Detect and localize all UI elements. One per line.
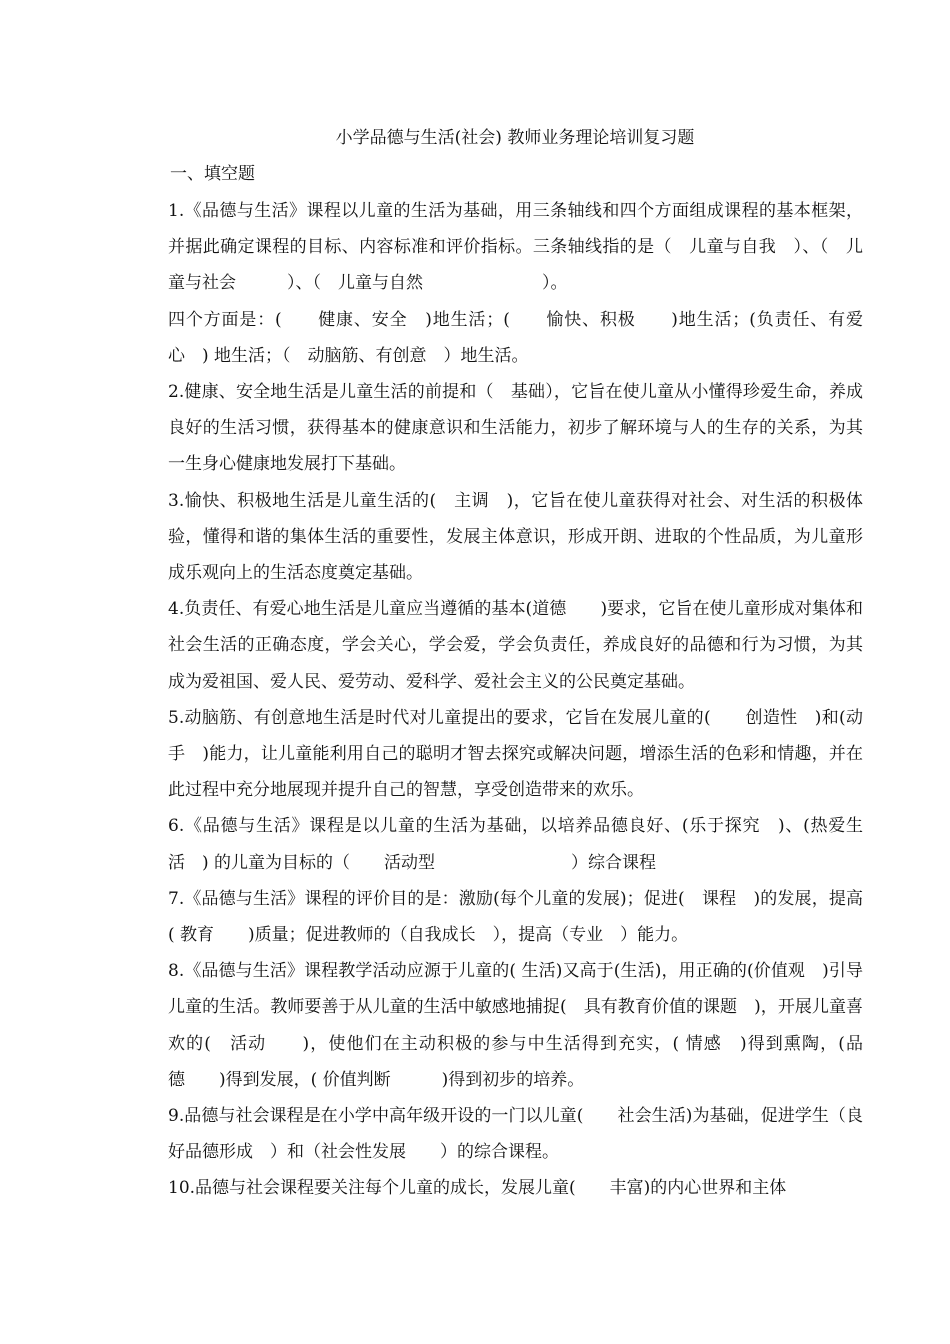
paragraph: 3.愉快、积极地生活是儿童生活的( 主调 )，它旨在使儿童获得对社会、对生活的积极体验，懂得和谐的集体生活的重要性，发展主体意识，形成开朗、进取的个性品质，为儿童形成乐观向上的生活态度奠定基础。	[168, 490, 863, 584]
paragraph: 1.《品德与生活》课程以儿童的生活为基础，用三条轴线和四个方面组成课程的基本框架，并据此确定课程的目标、内容标准和评价指标。三条轴线指的是（ 儿童与自我 ）、（ 儿童与社会 ）、（ 儿童与自然 ）。	[168, 201, 863, 294]
document-body	[168, 193, 863, 1207]
paragraph: 7.《品德与生活》课程的评价目的是：激励(每个儿童的发展)；促进( 课程 )的发展，提高( 教育 )质量；促进教师的（自我成长 ），提高（专业 ）能力。	[168, 888, 863, 946]
paragraph: 4.负责任、有爱心地生活是儿童应当遵循的基本(道德 )要求，它旨在使儿童形成对集体和社会生活的正确态度，学会关心，学会爱，学会负责任，养成良好的品德和行为习惯，为其成为爱祖国、爱人民、爱劳动、爱科学、爱社会主义的公民奠定基础。	[168, 599, 863, 692]
paragraph: 5.动脑筋、有创意地生活是时代对儿童提出的要求，它旨在发展儿童的( 创造性 )和(动手 )能力，让儿童能利用自己的聪明才智去探究或解决问题，增添生活的色彩和情趣，并在此过程中充分地展现并提升自己的智慧，享受创造带来的欢乐。	[168, 707, 863, 801]
document-title: 小学品德与生活(社会) 教师业务理论培训复习题	[335, 128, 695, 148]
section-heading: 一、填空题	[170, 164, 255, 184]
paragraph: 10.品德与社会课程要关注每个儿童的成长，发展儿童( 丰富)的内心世界和主体	[168, 1178, 787, 1199]
paragraph: 8.《品德与生活》课程教学活动应源于儿童的( 生活)又高于(生活)，用正确的(价值观 )引导儿童的生活。教师要善于从儿童的生活中敏感地捕捉( 具有教育价值的课题 )，开展儿童喜欢的( 活动 )，使他们在主动积极的参与中生活得到充实，( 情感 )得到熏陶，(品德 )得到发展，( 价值判断 )得到初步的培养。	[168, 961, 863, 1090]
paragraph: 9.品德与社会课程是在小学中高年级开设的一门以儿童( 社会生活)为基础，促进学生（良好品德形成 ）和（社会性发展 ）的综合课程。	[168, 1106, 863, 1163]
paragraph: 四个方面是：( 健康、安全 )地生活；( 愉快、积极 )地生活；(负责任、有爱心 ) 地生活；（ 动脑筋、有创意 ）地生活。	[168, 309, 863, 366]
paragraph: 2.健康、安全地生活是儿童生活的前提和（ 基础），它旨在使儿童从小懂得珍爱生命，养成良好的生活习惯，获得基本的健康意识和生活能力，初步了解环境与人的生存的关系，为其一生身心健康地发展打下基础。	[168, 382, 863, 475]
paragraph: 6.《品德与生活》课程是以儿童的生活为基础，以培养品德良好、(乐于探究 )、(热爱生活 ) 的儿童为目标的（ 活动型 ）综合课程	[168, 816, 863, 873]
